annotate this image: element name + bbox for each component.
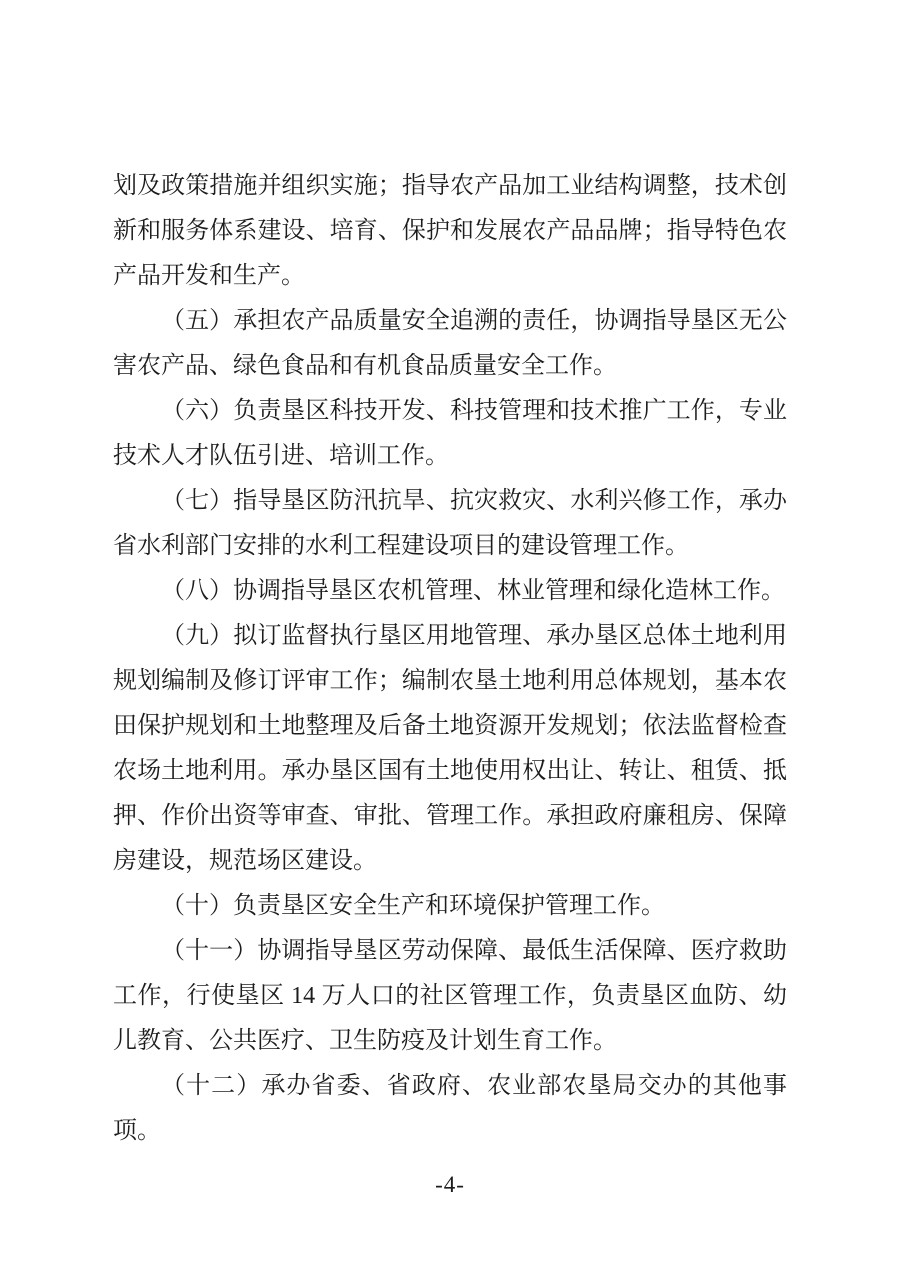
page-number: -4- xyxy=(435,1172,465,1197)
paragraph-item-7: （七）指导垦区防汛抗旱、抗灾救灾、水利兴修工作，承办省水利部门安排的水利工程建设项目的建设管理工作。 xyxy=(113,488,787,559)
paragraph-item-12: （十二）承办省委、省政府、农业部农垦局交办的其他事项。 xyxy=(113,1073,787,1144)
paragraph-item-8: （八）协调指导垦区农机管理、林业管理和绿化造林工作。 xyxy=(161,578,785,604)
paragraph-item-11: （十一）协调指导垦区劳动保障、最低生活保障、医疗救助工作，行使垦区 14 万人口的社区管理工作，负责垦区血防、幼儿教育、公共医疗、卫生防疫及计划生育工作。 xyxy=(113,938,787,1054)
paragraph-item-9: （九）拟订监督执行垦区用地管理、承办垦区总体土地利用规划编制及修订评审工作；编制农垦土地利用总体规划，基本农田保护规划和土地整理及后备土地资源开发规划；依法监督检查农场土地利用。承办垦区国有土地使用权出让、转让、租赁、抵押、作价出资等审查、审批、管理工作。承担政府廉租房、保障房建设，规范场区建设。 xyxy=(113,623,787,874)
paragraph-continuation: 划及政策措施并组织实施；指导农产品加工业结构调整，技术创新和服务体系建设、培育、保护和发展农产品品牌；指导特色农产品开发和生产。 xyxy=(113,173,787,289)
paragraph-item-5: （五）承担农产品质量安全追溯的责任，协调指导垦区无公害农产品、绿色食品和有机食品质量安全工作。 xyxy=(113,308,787,379)
document-body xyxy=(113,164,787,1154)
paragraph-item-6: （六）负责垦区科技开发、科技管理和技术推广工作，专业技术人才队伍引进、培训工作。 xyxy=(113,398,787,469)
paragraph-item-10: （十）负责垦区安全生产和环境保护管理工作。 xyxy=(161,893,665,919)
